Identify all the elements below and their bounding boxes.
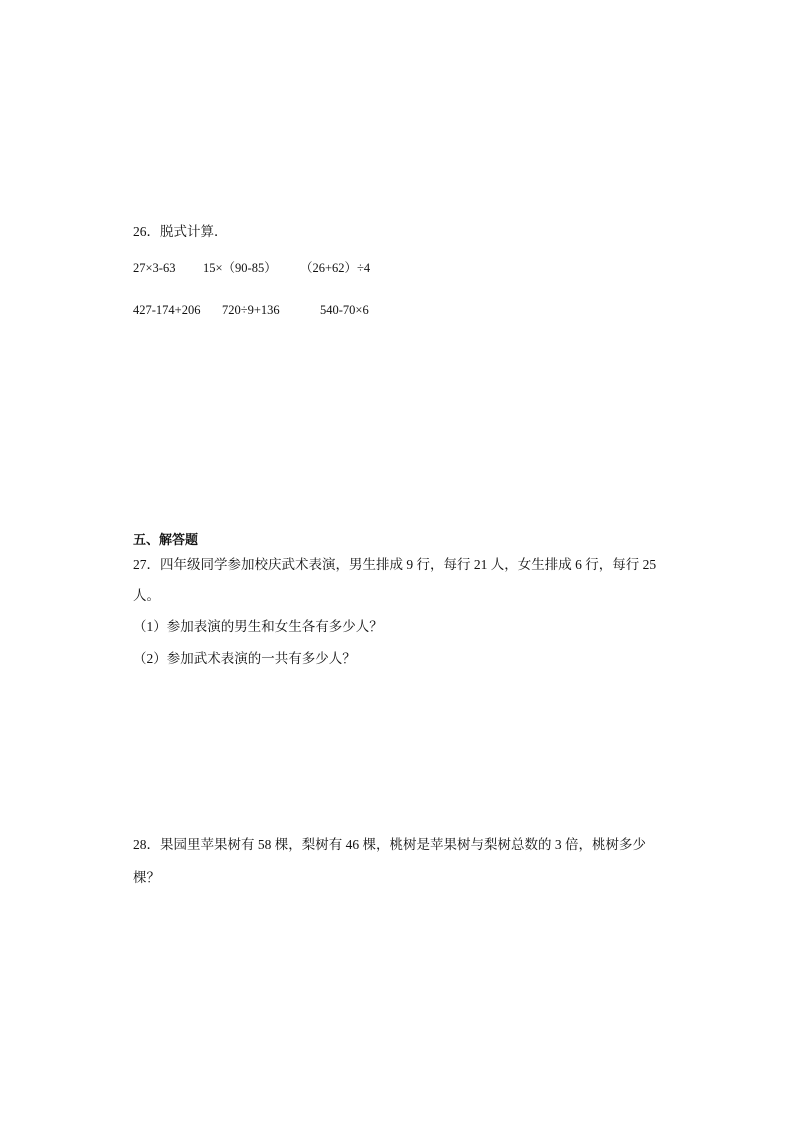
- q26-expr-3: （26+62）÷4: [300, 261, 371, 275]
- q26-expr-1: 27×3-63: [133, 261, 176, 275]
- q26-title: 26．脱式计算．: [133, 224, 228, 239]
- q26-expr-5: 720÷9+136: [222, 303, 280, 317]
- q27-line-1: 27．四年级同学参加校庆武术表演，男生排成 9 行，每行 21 人，女生排成 6 行，每行 25: [133, 557, 657, 572]
- q28-line-1: 28．果园里苹果树有 58 棵，梨树有 46 棵，桃树是苹果树与梨树总数的 3 倍，桃树多少: [133, 837, 646, 852]
- q26-expr-6: 540-70×6: [320, 303, 369, 317]
- q27-subquestion-2: （2）参加武术表演的一共有多少人？: [133, 651, 356, 666]
- q28-line-2: 棵？: [133, 870, 160, 885]
- q26-expr-4: 427-174+206: [133, 303, 201, 317]
- q27-subquestion-1: （1）参加表演的男生和女生各有多少人？: [133, 619, 383, 634]
- q26-expr-2: 15×（90-85）: [203, 261, 277, 275]
- q27-line-2: 人。: [133, 588, 160, 603]
- section-heading: 五、解答题: [133, 532, 199, 547]
